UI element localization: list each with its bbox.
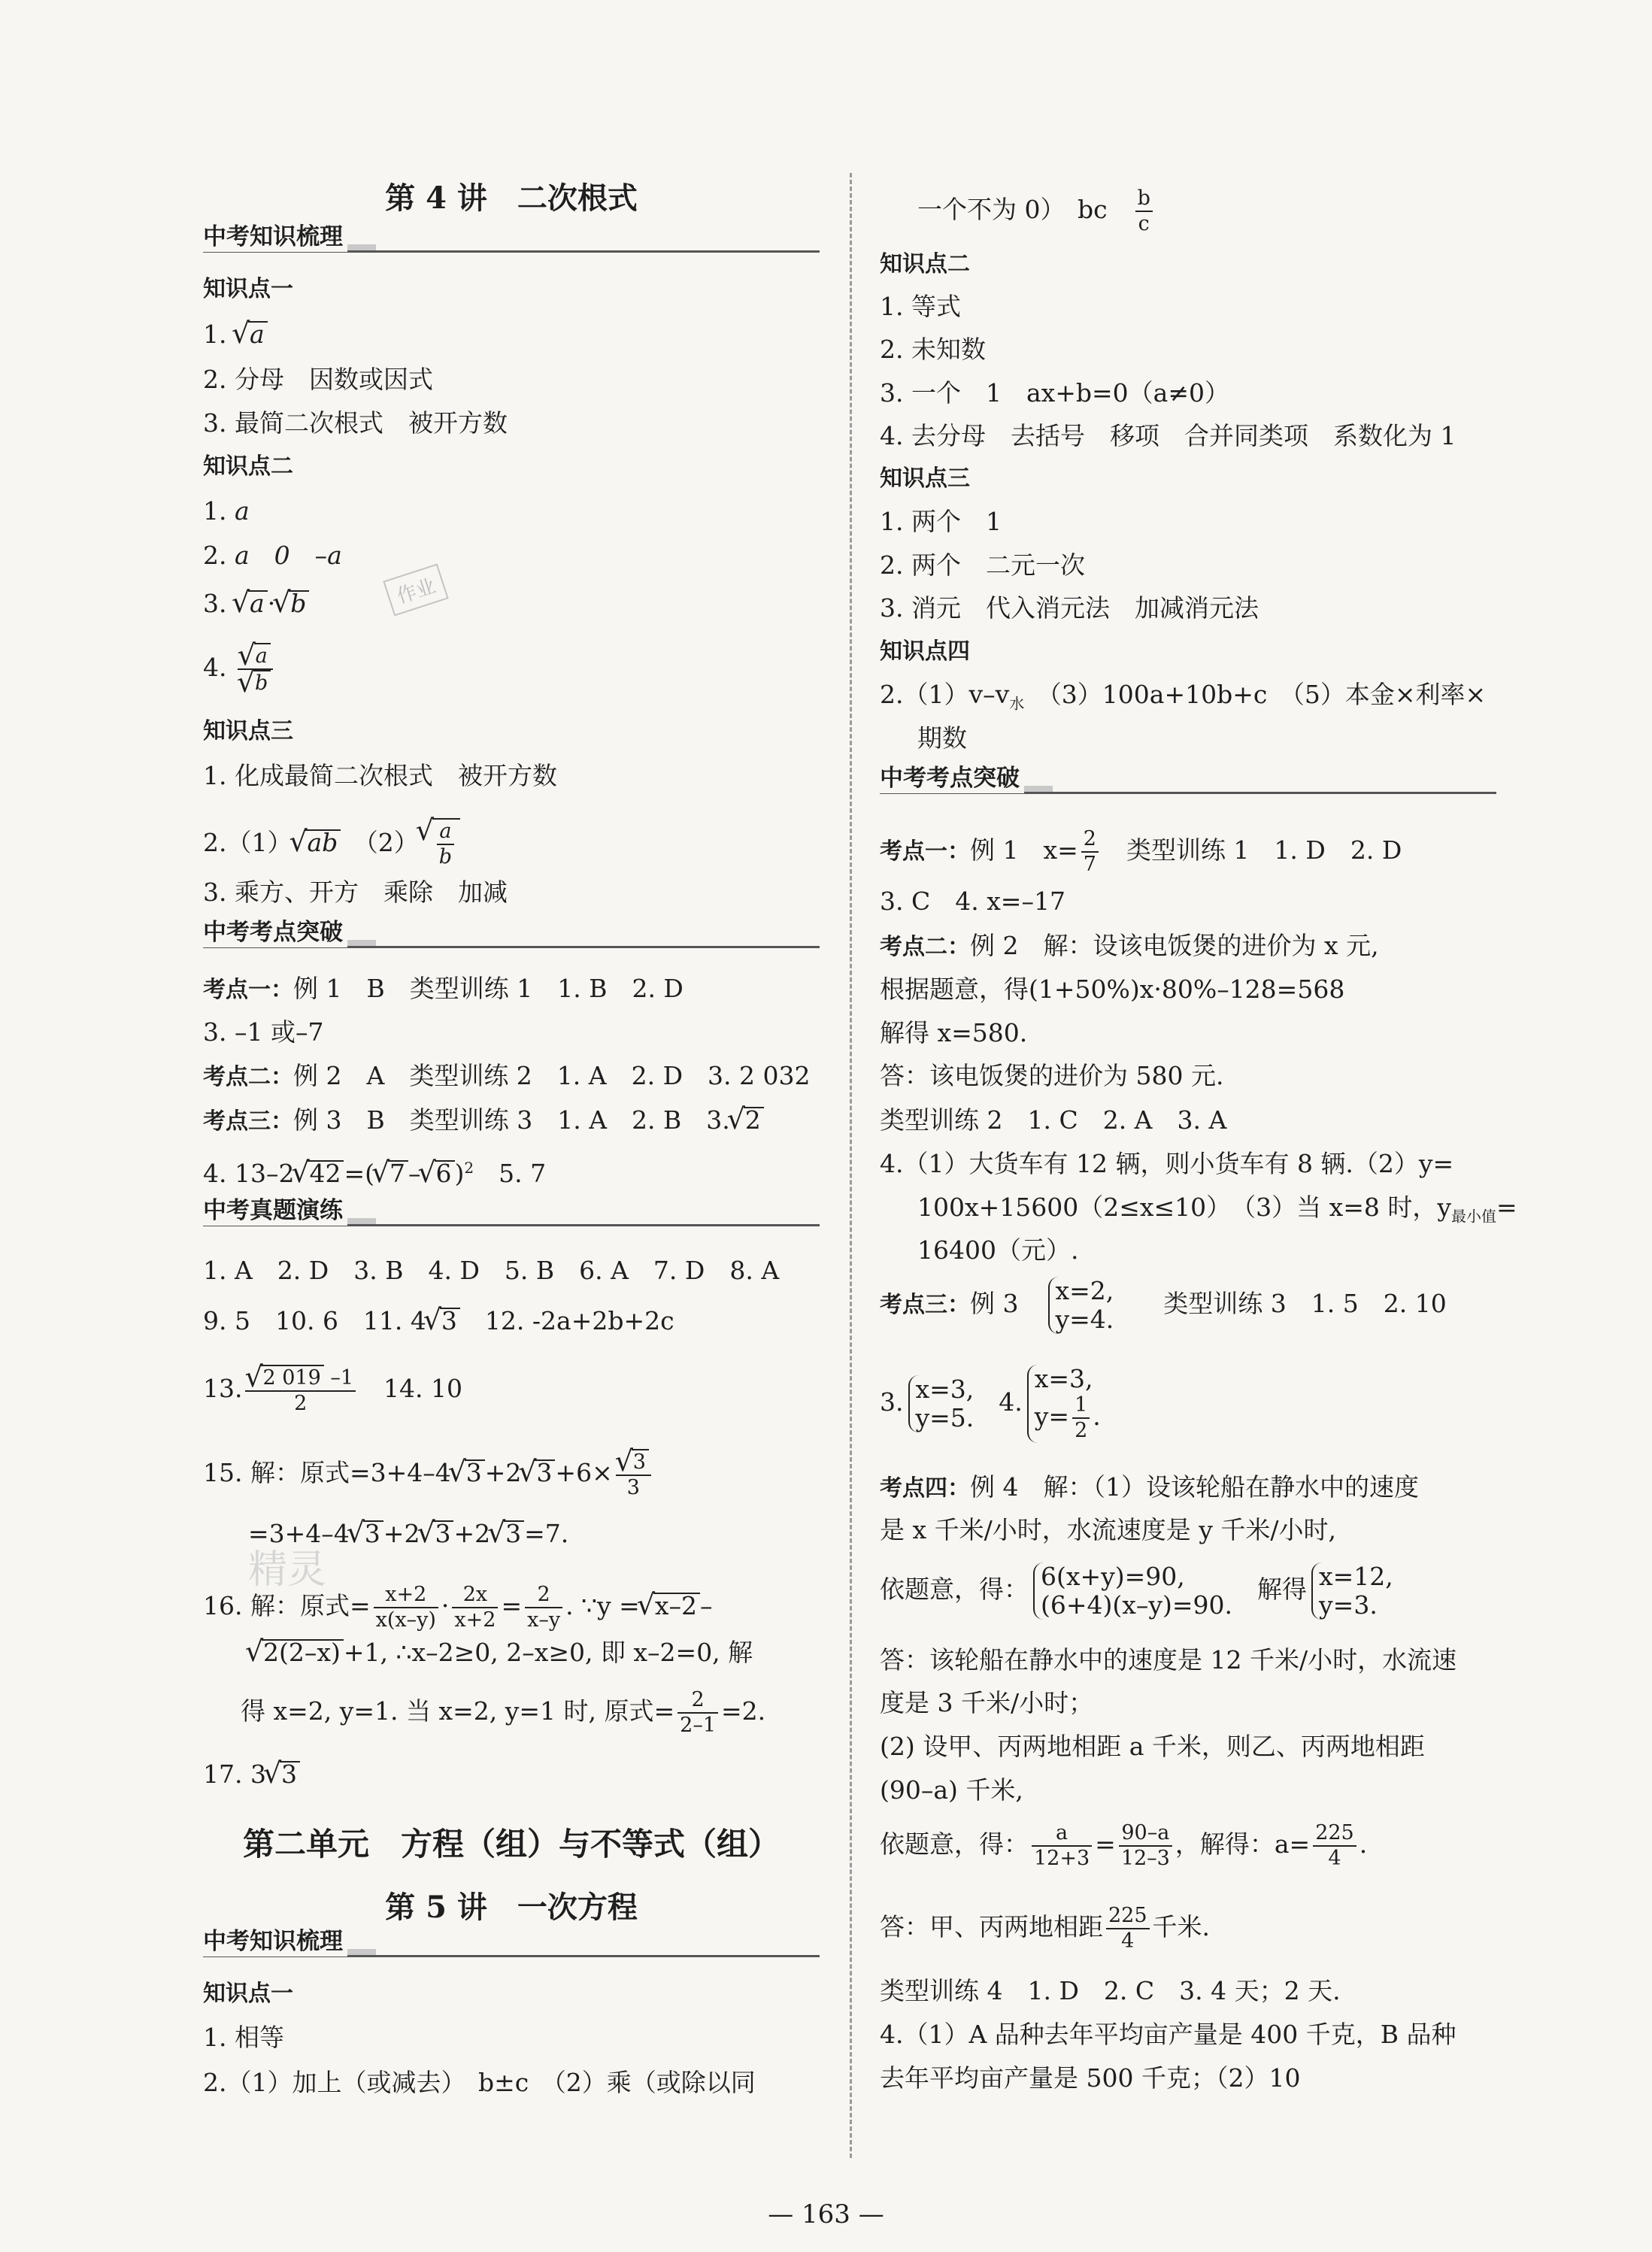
text: 5. 7 (474, 1159, 547, 1188)
text: 2. (203, 541, 227, 570)
answer-line: 度是 3 千米/小时； (880, 1688, 1094, 1717)
denominator: x+2 (454, 1608, 496, 1632)
fraction (1135, 186, 1153, 236)
left-column (203, 0, 820, 2252)
text: 答：甲、丙两地相距 (880, 1912, 1103, 1941)
knowledge-point-3: 知识点三 (203, 718, 293, 744)
denominator (437, 845, 454, 869)
sqrt (363, 1520, 383, 1546)
answer-line (203, 496, 250, 526)
equation-system (1033, 1562, 1232, 1620)
text: 考点四： (880, 1475, 970, 1502)
text: x=12, (1319, 1562, 1393, 1591)
text: 15. 解：原式=3+4–4 (203, 1458, 451, 1487)
answer-line (880, 931, 1379, 962)
text: 依题意，得： (880, 1575, 1029, 1604)
section-header (880, 763, 1496, 793)
lecture-5-title: 第 5 讲 一次方程 (385, 1890, 638, 1925)
text: 3 (435, 1519, 451, 1548)
denominator: 12+3 (1034, 1847, 1090, 1870)
text: ab (307, 828, 338, 857)
text: 最小值 (1451, 1207, 1496, 1226)
numerator: 2 (1081, 827, 1099, 853)
numerator: 2x (452, 1583, 498, 1608)
text: x–2 (654, 1591, 697, 1620)
answer-line: 答：该电饭煲的进价为 580 元. (880, 1061, 1224, 1090)
text: 考点二： (203, 1064, 293, 1090)
sqrt (308, 1160, 344, 1186)
text: 考点一： (203, 977, 293, 1003)
column-divider (850, 173, 852, 2158)
text: x=2, (1055, 1276, 1114, 1305)
answer-line (248, 1638, 753, 1668)
text: 考点二： (880, 934, 970, 960)
knowledge-point-2: 知识点二 (880, 251, 970, 277)
text: 42 (309, 1159, 341, 1188)
text: – (408, 1159, 421, 1188)
text: y=5. (915, 1403, 975, 1432)
answer-line: 去年平均亩产量是 500 千克；（2）10 (880, 2063, 1301, 2093)
text: . (1093, 1402, 1101, 1431)
text: 考点一： (880, 838, 970, 865)
denominator: 4 (1328, 1847, 1341, 1870)
answer-line: 期数 (917, 723, 967, 753)
text: 2(2–x) (263, 1638, 341, 1667)
denominator: 4 (1121, 1929, 1135, 1953)
text: 例 1 B 类型训练 1 1. B 2. D (293, 974, 684, 1003)
text: · (441, 1591, 450, 1620)
text: 考点三： (880, 1292, 970, 1318)
text (1035, 1393, 1101, 1443)
answer-line (880, 1904, 1210, 1953)
text: +2 (453, 1519, 491, 1548)
fraction (1313, 1821, 1356, 1871)
text: 2.（1）v–v (880, 680, 1010, 709)
sqrt (433, 1520, 453, 1546)
text: – (699, 1591, 713, 1620)
text: b (438, 845, 453, 868)
sqrt (388, 1160, 408, 1186)
answer-line (203, 320, 268, 350)
answer-line: 1. 等式 (880, 292, 961, 321)
text: 3 (441, 1306, 457, 1335)
answer-line: 2. 分母 因数或因式 (203, 365, 433, 394)
text: 例 2 解：设该电饭煲的进价为 x 元, (970, 931, 1379, 960)
text: ，解得：a= (1175, 1829, 1311, 1859)
denominator (238, 670, 273, 696)
fraction (1032, 1821, 1092, 1871)
answer-line: 是 x 千米/小时，水流速度是 y 千米/小时, (880, 1515, 1336, 1544)
fraction (245, 1365, 356, 1416)
text: a (439, 820, 452, 843)
text: 14. 10 (359, 1374, 463, 1403)
denominator: 2 (294, 1392, 308, 1415)
text: 3 (536, 1458, 553, 1487)
answer-line (203, 643, 276, 696)
text: 得 x=2, y=1. 当 x=2, y=1 时, 原式= (241, 1696, 675, 1726)
text: =2. (721, 1696, 766, 1726)
answer-line: 3. 一个 1 ax+b=0（a≠0） (880, 378, 1229, 408)
text: a (250, 589, 265, 618)
text: = (1095, 1829, 1116, 1859)
answer-line (880, 1277, 1447, 1334)
text: y= (1034, 1402, 1070, 1431)
answer-line: 类型训练 4 1. D 2. C 3. 4 天；2 天. (880, 1976, 1341, 2005)
answer-line: 3. 乘方、开方 乘除 加减 (203, 877, 508, 907)
answer-line (203, 589, 309, 619)
answer-line (203, 974, 684, 1005)
text: 千米. (1152, 1912, 1211, 1941)
fraction (1106, 1904, 1150, 1953)
answer-line: 2. 两个 二元一次 (880, 550, 1085, 580)
knowledge-point-3: 知识点三 (880, 465, 970, 492)
section-label: 中考考点突破 (203, 917, 347, 947)
text: =3+4–4 (248, 1519, 350, 1548)
denominator: 7 (1083, 853, 1096, 876)
numerator: 90–a (1119, 1821, 1172, 1847)
text: 解得 (1257, 1575, 1308, 1604)
text: 一个不为 0） bc (917, 195, 1108, 224)
answer-line (203, 1449, 654, 1500)
answer-line: 4.（1）A 品种去年平均亩产量是 400 千克，B 品种 (880, 2020, 1456, 2049)
text: 例 3 B 类型训练 3 1. A 2. B 3. (293, 1105, 730, 1135)
fraction (374, 1583, 438, 1632)
text: 水 (1009, 694, 1025, 713)
text: · (267, 589, 276, 618)
text: y=4. (1055, 1305, 1114, 1334)
answer-line: 2.（1）加上（或减去） b±c （2）乘（或除以同 (203, 2068, 756, 2097)
answer-line (203, 1153, 546, 1189)
answer-line (203, 1759, 300, 1790)
text: 7 (390, 1159, 405, 1188)
text: 4. (203, 653, 227, 682)
section-label: 中考知识梳理 (203, 222, 347, 252)
answer-line (880, 1562, 1393, 1620)
sqrt (253, 670, 271, 696)
text: 17. 3 (203, 1759, 266, 1789)
watermark-stamp: 作业 (383, 563, 448, 616)
text: 3. (203, 589, 227, 618)
text: 4. 13–2 (203, 1159, 295, 1188)
answer-line: 解得 x=580. (880, 1018, 1028, 1047)
section-label: 中考考点突破 (880, 763, 1024, 793)
text: 12. -2a+2b+2c (459, 1306, 674, 1335)
right-column (880, 0, 1517, 2252)
answer-line (880, 680, 1486, 719)
sqrt (248, 590, 268, 616)
text: 9. 5 10. 6 11. 4 (203, 1306, 426, 1335)
text: +1, ∴x–2≥0, 2–x≥0, 即 x–2=0, 解 (343, 1638, 753, 1667)
sqrt (504, 1520, 524, 1546)
text: . (1359, 1829, 1368, 1859)
text: 例 2 A 类型训练 2 1. A 2. D 3. 2 032 (293, 1061, 811, 1090)
answer-line: 1. A 2. D 3. B 4. D 5. B 6. A 7. D 8. A (203, 1256, 780, 1285)
text: 2 (464, 1159, 474, 1177)
text: 100x+15600（2≤x≤10） （3）当 x=8 时，y (917, 1193, 1451, 1222)
answer-line (880, 1472, 1419, 1504)
answer-line: 4.（1）大货车有 12 辆，则小货车有 8 辆.（2）y= (880, 1149, 1454, 1178)
text: 2 019 (262, 1366, 321, 1390)
denominator: 2 (1075, 1419, 1088, 1442)
page-number: — 163 — (768, 2199, 884, 2229)
text: 3. (880, 1387, 904, 1417)
answer-line: (2) 设甲、丙两地相距 a 千米，则乙、丙两地相距 (880, 1732, 1425, 1761)
fraction (616, 1449, 651, 1500)
sqrt (261, 1365, 323, 1390)
denominator: 12–3 (1120, 1847, 1170, 1870)
fraction (1119, 1821, 1172, 1871)
answer-line: 类型训练 2 1. C 2. A 3. A (880, 1105, 1227, 1135)
text: +2 (484, 1458, 522, 1487)
sqrt (254, 643, 271, 668)
text: 3 (364, 1519, 380, 1548)
text: x=3, (915, 1375, 975, 1404)
text: a (250, 320, 265, 349)
text: (6+4)(x–y)=90. (1041, 1590, 1233, 1620)
text: =7. (524, 1519, 569, 1548)
answer-line: (90–a) 千米, (880, 1775, 1023, 1805)
text: =( (344, 1159, 374, 1188)
text: –1 (323, 1366, 354, 1390)
section-header (203, 222, 820, 252)
text: = (501, 1591, 523, 1620)
text: 依题意，得： (880, 1829, 1029, 1859)
text: 4. (999, 1387, 1023, 1417)
numerator: x+2 (374, 1583, 438, 1608)
denominator: c (1138, 212, 1150, 235)
text: 类型训练 3 1. 5 2. 10 (1163, 1289, 1447, 1318)
answer-line (203, 541, 342, 571)
knowledge-point-2: 知识点二 (203, 453, 293, 480)
text: x=3, (1034, 1364, 1093, 1393)
sqrt (305, 829, 341, 855)
sqrt (535, 1459, 555, 1485)
answer-line (203, 818, 460, 869)
answer-line: 1. 相等 (203, 2023, 284, 2052)
numerator: 225 (1313, 1821, 1356, 1847)
equation-system (908, 1375, 975, 1432)
answer-line: 3. 最简二次根式 被开方数 (203, 408, 508, 438)
section-header (203, 1926, 820, 1956)
numerator (245, 1365, 356, 1392)
text: y=3. (1319, 1590, 1378, 1620)
answer-line: 答：该轮船在静水中的速度是 12 千米/小时，水流速 (880, 1645, 1457, 1675)
fraction (238, 643, 273, 696)
text: 例 1 x= (970, 835, 1078, 865)
answer-line: 3. C 4. x=–17 (880, 887, 1065, 916)
lecture-4-title: 第 4 讲 二次根式 (385, 180, 638, 216)
section-header (203, 1196, 820, 1226)
knowledge-point-1: 知识点一 (203, 276, 293, 302)
text: 3 (632, 1450, 646, 1474)
sqrt (280, 1761, 300, 1787)
answer-line: 16400（元）. (917, 1235, 1079, 1265)
text: 6 (435, 1159, 452, 1188)
text: ) (454, 1159, 465, 1188)
answer-line (917, 1193, 1517, 1232)
sqrt (289, 590, 309, 616)
text: 16. 解：原式= (203, 1591, 371, 1620)
fraction (452, 1583, 498, 1632)
section-label: 中考真题演练 (203, 1196, 347, 1226)
text: 考点三： (203, 1108, 293, 1135)
answer-line (203, 1365, 462, 1416)
knowledge-point-4: 知识点四 (880, 638, 970, 665)
text: . ∵y = (565, 1591, 640, 1620)
fraction (1081, 827, 1099, 877)
numerator (616, 1449, 651, 1476)
sqrt (248, 321, 268, 347)
answer-line: 3. –1 或–7 (203, 1017, 324, 1047)
answer-line (880, 1821, 1367, 1871)
answer-line (203, 1306, 674, 1336)
text: b (255, 671, 268, 695)
answer-line (203, 1105, 764, 1137)
numerator (437, 820, 454, 845)
answer-line: 1. 两个 1 (880, 507, 1002, 536)
denominator: x(x–y) (375, 1608, 436, 1632)
text: b (290, 589, 307, 618)
answer-line: 3. 消元 代入消元法 加减消元法 (880, 593, 1259, 623)
numerator: a (1032, 1821, 1092, 1847)
answer-line (880, 1365, 1101, 1443)
text: 3 (280, 1759, 297, 1789)
text: 2 (744, 1105, 761, 1135)
answer-line: 1. 化成最简二次根式 被开方数 (203, 761, 557, 790)
text: 1. (203, 320, 227, 349)
answer-line: 2. 未知数 (880, 335, 986, 364)
fraction (525, 1583, 562, 1632)
text: +2 (383, 1519, 420, 1548)
text: a (255, 644, 268, 668)
text: 类型训练 1 1. D 2. D (1101, 835, 1402, 865)
answer-line: 4. 去分母 去括号 移项 合并同类项 系数化为 1 (880, 421, 1456, 450)
answer-line: 根据题意，得(1+50%)x·80%–128=568 (880, 974, 1345, 1004)
numerator: 225 (1106, 1904, 1150, 1929)
equation-system (1027, 1365, 1101, 1443)
numerator: b (1135, 186, 1153, 212)
denominator: x–y (527, 1608, 561, 1632)
text: 13. (203, 1374, 243, 1403)
equation-system (1311, 1562, 1393, 1620)
numerator: 2 (525, 1583, 562, 1608)
numerator: 2 (677, 1688, 718, 1714)
text: （3）100a+10b+c （5）本金×利率× (1049, 680, 1487, 709)
text: 例 3 (970, 1289, 1019, 1318)
section-header (203, 917, 820, 947)
sqrt (744, 1105, 764, 1135)
knowledge-point-1: 知识点一 (203, 1981, 293, 2007)
fraction (677, 1688, 718, 1738)
sqrt (432, 818, 460, 869)
text: 1. (203, 496, 227, 526)
unit-2-title: 第二单元 方程（组）与不等式（组） (242, 1826, 780, 1863)
answer-line (203, 1061, 811, 1093)
text: a 0 –a (235, 541, 342, 570)
numerator: 1 (1072, 1393, 1090, 1419)
text: 2.（1） (203, 828, 293, 857)
text: 3 (465, 1458, 482, 1487)
sqrt (632, 1449, 649, 1475)
equation-system (1048, 1277, 1114, 1334)
text: +6× (555, 1458, 613, 1487)
watermark-text: 精灵 (248, 1547, 327, 1593)
sqrt (262, 1639, 344, 1665)
sqrt (440, 1308, 460, 1333)
sqrt (435, 1160, 455, 1186)
denominator: 3 (626, 1476, 640, 1499)
sqrt (653, 1593, 700, 1618)
sqrt (465, 1459, 485, 1485)
text: 3 (505, 1519, 522, 1548)
answer-line (880, 827, 1402, 877)
denominator: 2–1 (680, 1714, 716, 1737)
text: 例 4 解：（1）设该轮船在静水中的速度 (970, 1472, 1419, 1502)
text: a (235, 496, 250, 526)
answer-line (917, 186, 1156, 236)
text: = (1496, 1193, 1517, 1222)
text: （2） (365, 828, 419, 857)
fraction (1072, 1393, 1090, 1443)
fraction (437, 820, 454, 869)
section-label: 中考知识梳理 (203, 1926, 347, 1956)
answer-line (241, 1688, 765, 1738)
text: 6(x+y)=90, (1041, 1562, 1185, 1591)
